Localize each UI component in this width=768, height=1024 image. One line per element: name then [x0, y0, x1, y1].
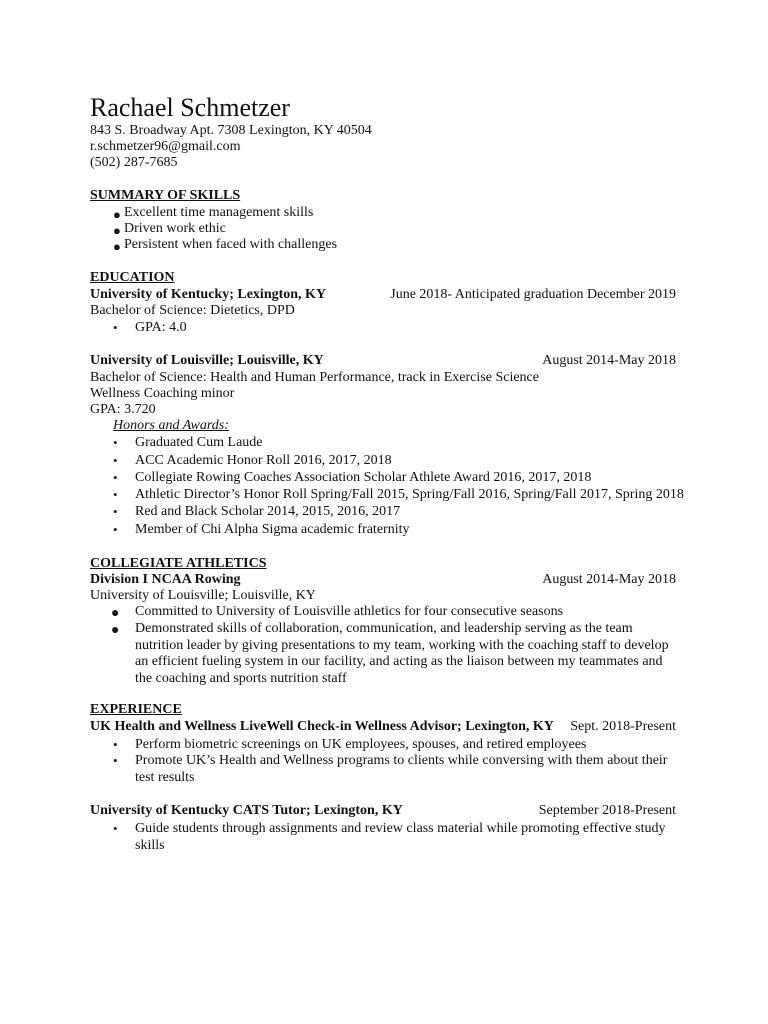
uk-gpa-item: • GPA: 4.0: [113, 320, 187, 335]
honor-item: • Graduated Cum Laude: [113, 435, 263, 450]
phone: (502) 287-7685: [90, 155, 178, 170]
job-title: University of Kentucky CATS Tutor; Lexington, KY: [90, 803, 403, 818]
honor-item: • Red and Black Scholar 2014, 2015, 2016, 2017: [113, 504, 401, 519]
honor-item: • Athletic Director’s Honor Roll Spring/Fall 2015, Spring/Fall 2016, Spring/Fall 2017, Spring 2018: [113, 487, 684, 502]
bullet-icon: ●: [113, 239, 121, 254]
bullet-icon: •: [113, 753, 118, 768]
applicant-name: Rachael Schmetzer: [90, 93, 290, 122]
uk-degree: Bachelor of Science: Dietetics, DPD: [90, 303, 295, 318]
honor-item: • Collegiate Rowing Coaches Association Scholar Athlete Award 2016, 2017, 2018: [113, 470, 592, 485]
skills-heading: SUMMARY OF SKILLS: [90, 188, 241, 203]
job-item: • Promote UK’s Health and Wellness programs to clients while conversing with them about their test results: [113, 753, 668, 785]
bullet-icon: ●: [113, 223, 121, 238]
bullet-icon: •: [113, 320, 118, 335]
uofl-gpa: GPA: 3.720: [90, 402, 156, 417]
job-dates: September 2018-Present: [538, 803, 676, 818]
bullet-icon: •: [113, 737, 118, 752]
bullet-icon: ●: [113, 207, 121, 222]
uk-dates: June 2018- Anticipated graduation December 2019: [390, 287, 676, 302]
athletics-title: Division I NCAA Rowing: [90, 572, 241, 587]
job-item: • Guide students through assignments and review class material while promoting effective study skills: [113, 821, 666, 853]
skill-item: ● Persistent when faced with challenges: [113, 237, 338, 254]
bullet-icon: •: [113, 487, 118, 502]
athletics-heading: COLLEGIATE ATHLETICS: [90, 556, 267, 571]
address: 843 S. Broadway Apt. 7308 Lexington, KY 40504: [90, 123, 372, 138]
athletics-dates: August 2014-May 2018: [542, 572, 676, 587]
bullet-icon: •: [113, 453, 118, 468]
bullet-icon: •: [113, 522, 118, 537]
uofl-school: University of Louisville; Louisville, KY: [90, 353, 324, 368]
bullet-icon: •: [113, 504, 118, 519]
email: r.schmetzer96@gmail.com: [90, 139, 241, 154]
bullet-icon: •: [113, 435, 118, 450]
bullet-icon: ●: [111, 623, 120, 638]
athletics-org: University of Louisville; Louisville, KY: [90, 588, 316, 603]
skill-item: ● Excellent time management skills: [113, 205, 314, 222]
athletics-item: ● Demonstrated skills of collaboration, communication, and leadership serving as the team nutrition leader by giving presentations to my team, working with the coaching staff to develop an efficient fueling system in our facility, and acting as the liaison between my teammates and the coaching and sports nutrition staff: [111, 621, 669, 686]
experience-heading: EXPERIENCE: [90, 702, 182, 717]
honor-item: • ACC Academic Honor Roll 2016, 2017, 2018: [113, 453, 392, 468]
uofl-degree: Bachelor of Science: Health and Human Performance, track in Exercise Science: [90, 370, 539, 385]
job-dates: Sept. 2018-Present: [570, 719, 676, 734]
uk-school: University of Kentucky; Lexington, KY: [90, 287, 327, 302]
uofl-minor: Wellness Coaching minor: [90, 386, 235, 401]
uofl-dates: August 2014-May 2018: [542, 353, 676, 368]
bullet-icon: •: [113, 821, 118, 836]
athletics-item: ● Committed to University of Louisville athletics for four consecutive seasons: [111, 604, 564, 621]
honor-item: • Member of Chi Alpha Sigma academic fraternity: [113, 522, 410, 537]
bullet-icon: ●: [111, 606, 120, 621]
honors-heading: Honors and Awards:: [113, 418, 229, 433]
skill-item: ● Driven work ethic: [113, 221, 226, 238]
education-heading: EDUCATION: [90, 270, 175, 285]
job-title: UK Health and Wellness LiveWell Check-in Wellness Advisor; Lexington, KY: [90, 719, 554, 734]
job-item: • Perform biometric screenings on UK employees, spouses, and retired employees: [113, 737, 587, 752]
bullet-icon: •: [113, 470, 118, 485]
